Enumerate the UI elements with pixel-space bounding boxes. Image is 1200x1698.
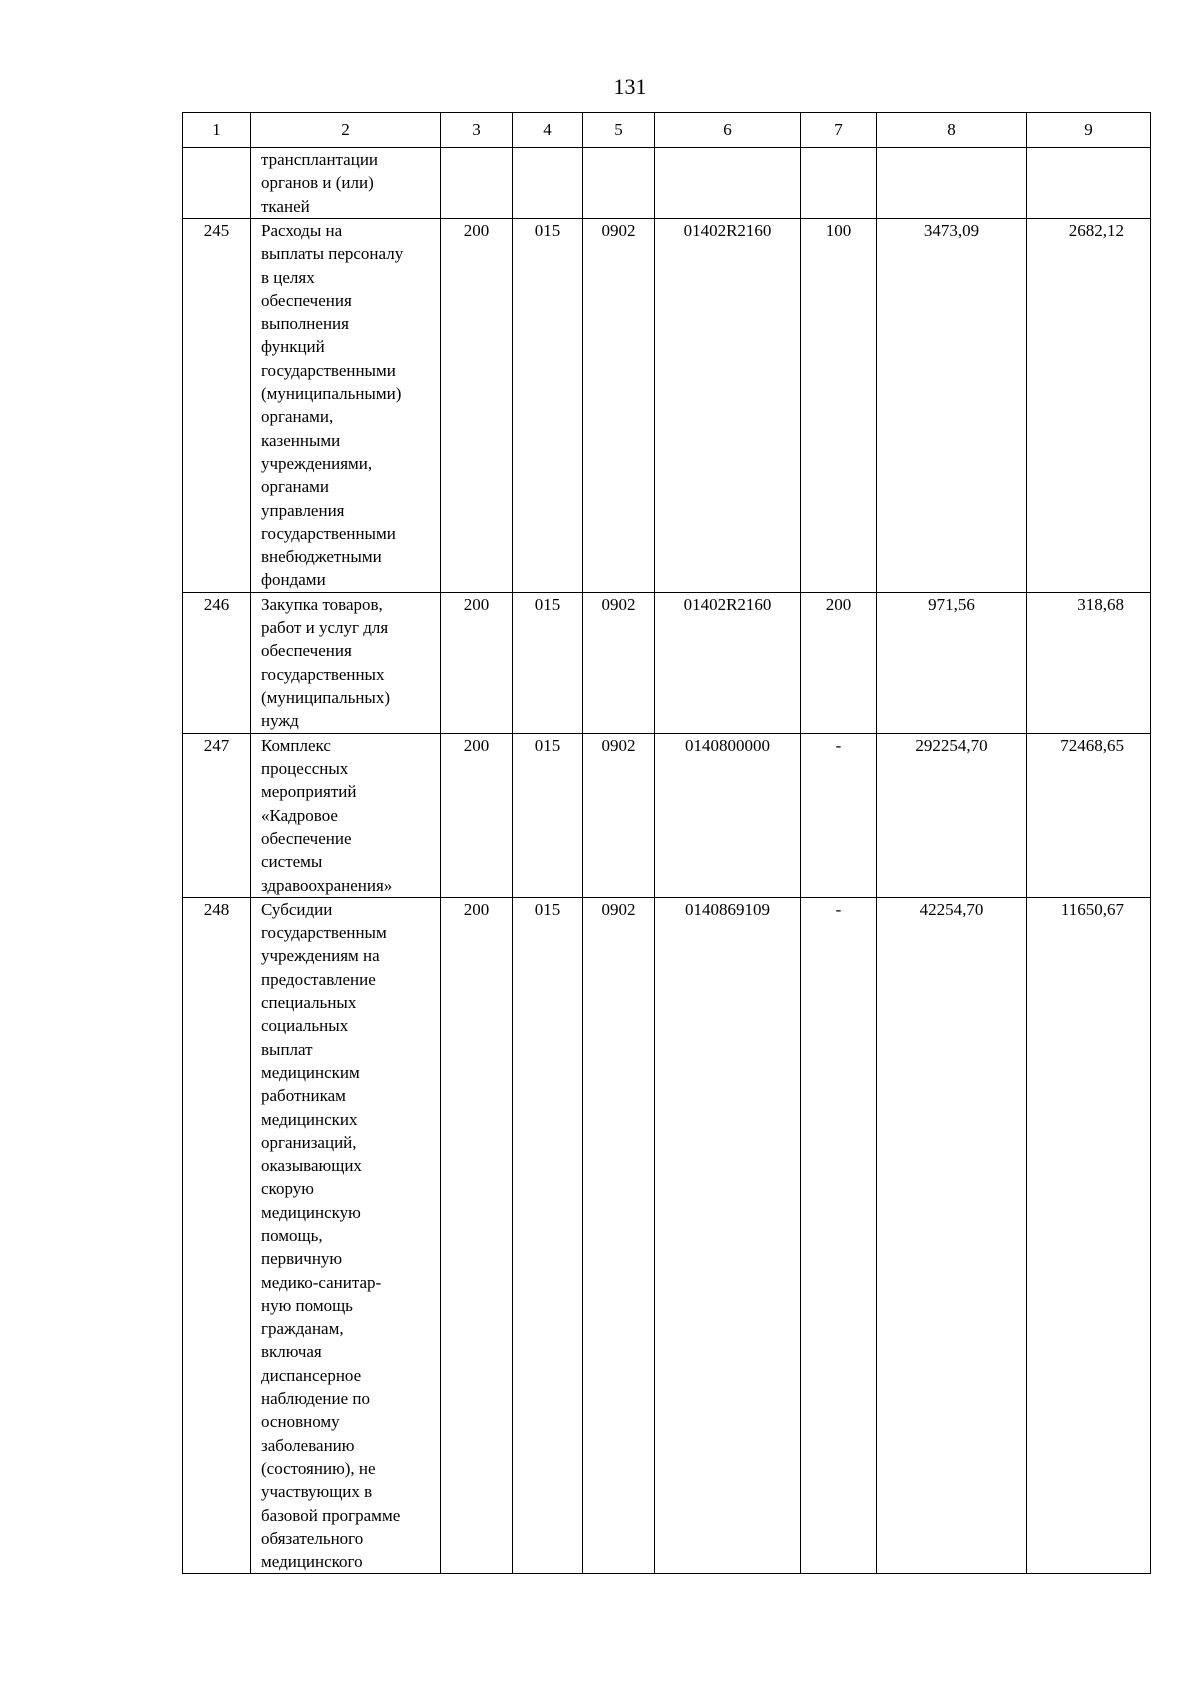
- description-line: социальных: [261, 1016, 349, 1036]
- page-number: 131: [613, 74, 647, 99]
- description-line: Субсидии: [261, 899, 333, 919]
- code-cell: [583, 148, 655, 219]
- description-line: в целях: [261, 267, 315, 287]
- description-line: медицинским: [261, 1062, 360, 1082]
- description-line: (муниципальными): [261, 384, 402, 404]
- description-line: диспансерное: [261, 1365, 362, 1385]
- description-line: выплаты персоналу: [261, 244, 404, 264]
- code-cell: 015: [513, 733, 583, 897]
- code-cell: 200: [441, 733, 513, 897]
- code-cell: -: [801, 733, 877, 897]
- description-line: наблюдение по: [261, 1389, 370, 1409]
- amount-cell: 42254,70: [877, 897, 1027, 1574]
- description-line: Закупка товаров,: [261, 594, 383, 614]
- description-line: казенными: [261, 430, 341, 450]
- description-line: мероприятий: [261, 782, 357, 802]
- row-description: [251, 733, 441, 897]
- description-line: первичную: [261, 1249, 343, 1269]
- table-row: [183, 897, 1151, 1574]
- row-number: [183, 148, 251, 219]
- code-cell: 01402R2160: [655, 592, 801, 733]
- description-line: Расходы на: [261, 221, 343, 240]
- code-cell: 0140869109: [655, 897, 801, 1574]
- budget-table: [182, 112, 1151, 1574]
- row-description: [251, 219, 441, 593]
- description-line: медицинского: [261, 1552, 363, 1572]
- row-number: 247: [183, 733, 251, 897]
- code-cell: [801, 148, 877, 219]
- description-line: функций: [261, 337, 325, 357]
- amount-cell: 292254,70: [877, 733, 1027, 897]
- amount-cell: 971,56: [877, 592, 1027, 733]
- description-line: обязательного: [261, 1528, 364, 1548]
- description-line: государственными: [261, 360, 396, 380]
- code-cell: 01402R2160: [655, 219, 801, 593]
- description-line: организаций,: [261, 1132, 357, 1152]
- code-cell: 015: [513, 219, 583, 593]
- table-row: [183, 733, 1151, 897]
- description-line: трансплантации: [261, 150, 379, 169]
- description-line: государственными: [261, 523, 396, 543]
- table-row: [183, 592, 1151, 733]
- amount-cell: [877, 148, 1027, 219]
- description-line: помощь,: [261, 1225, 323, 1245]
- description-line: процессных: [261, 759, 349, 779]
- description-line: работникам: [261, 1086, 346, 1106]
- description-line: государственным: [261, 923, 387, 943]
- code-cell: 100: [801, 219, 877, 593]
- description-line: обеспечения: [261, 641, 352, 661]
- code-cell: 200: [441, 219, 513, 593]
- amount-cell: 3473,09: [877, 219, 1027, 593]
- description-line: предоставление: [261, 969, 376, 989]
- code-cell: 0902: [583, 897, 655, 1574]
- code-cell: [655, 148, 801, 219]
- description-line: работ и услуг для: [261, 618, 389, 638]
- description-line: внебюджетными: [261, 547, 382, 567]
- description-line: ную помощь: [261, 1295, 353, 1315]
- description-line: органов и (или): [261, 173, 374, 193]
- description-line: фондами: [261, 570, 326, 590]
- amount-cell: 318,68: [1027, 592, 1151, 733]
- code-cell: 0902: [583, 592, 655, 733]
- description-line: скорую: [261, 1179, 314, 1199]
- code-cell: [513, 148, 583, 219]
- description-line: тканей: [261, 196, 310, 216]
- description-line: органами,: [261, 407, 334, 427]
- description-line: учреждениям на: [261, 946, 380, 966]
- description-line: системы: [261, 852, 323, 872]
- row-number: 246: [183, 592, 251, 733]
- amount-cell: 11650,67: [1027, 897, 1151, 1574]
- code-cell: [441, 148, 513, 219]
- description-line: заболеванию: [261, 1435, 355, 1455]
- description-line: базовой программе: [261, 1505, 401, 1525]
- column-header: 6: [655, 113, 801, 148]
- description-line: органами: [261, 477, 330, 497]
- column-header: 7: [801, 113, 877, 148]
- description-line: выплат: [261, 1039, 313, 1059]
- code-cell: 200: [441, 592, 513, 733]
- table-row: [183, 148, 1151, 219]
- description-line: учреждениями,: [261, 453, 373, 473]
- amount-cell: 2682,12: [1027, 219, 1151, 593]
- description-line: управления: [261, 500, 345, 520]
- table-header-row: [183, 113, 1151, 148]
- code-cell: 015: [513, 897, 583, 1574]
- row-description: [251, 592, 441, 733]
- description-line: «Кадровое: [261, 805, 338, 825]
- description-line: выполнения: [261, 314, 349, 334]
- description-line: (состоянию), не: [261, 1458, 376, 1478]
- code-cell: 0902: [583, 733, 655, 897]
- code-cell: 0902: [583, 219, 655, 593]
- description-line: обеспечения: [261, 290, 352, 310]
- column-header: 8: [877, 113, 1027, 148]
- column-header: 3: [441, 113, 513, 148]
- description-line: основному: [261, 1412, 340, 1432]
- row-number: 248: [183, 897, 251, 1574]
- column-header: 1: [183, 113, 251, 148]
- row-description: [251, 897, 441, 1574]
- description-line: нужд: [261, 711, 299, 731]
- row-description: [251, 148, 441, 219]
- amount-cell: [1027, 148, 1151, 219]
- column-header: 9: [1027, 113, 1151, 148]
- column-header: 5: [583, 113, 655, 148]
- description-line: государственных: [261, 664, 385, 684]
- description-line: здравоохранения»: [261, 875, 393, 895]
- description-line: гражданам,: [261, 1319, 344, 1339]
- description-line: оказывающих: [261, 1156, 362, 1176]
- description-line: участвующих в: [261, 1482, 373, 1502]
- description-line: медицинских: [261, 1109, 358, 1129]
- description-line: (муниципальных): [261, 687, 391, 707]
- description-line: специальных: [261, 993, 357, 1013]
- column-header: 4: [513, 113, 583, 148]
- description-line: медико-санитар-: [261, 1272, 382, 1292]
- code-cell: 0140800000: [655, 733, 801, 897]
- code-cell: -: [801, 897, 877, 1574]
- row-number: 245: [183, 219, 251, 593]
- table-row: [183, 219, 1151, 593]
- code-cell: 200: [801, 592, 877, 733]
- description-line: медицинскую: [261, 1202, 361, 1222]
- code-cell: 015: [513, 592, 583, 733]
- code-cell: 200: [441, 897, 513, 1574]
- description-line: Комплекс: [261, 735, 331, 755]
- description-line: включая: [261, 1342, 322, 1362]
- amount-cell: 72468,65: [1027, 733, 1151, 897]
- column-header: 2: [251, 113, 441, 148]
- description-line: обеспечение: [261, 828, 352, 848]
